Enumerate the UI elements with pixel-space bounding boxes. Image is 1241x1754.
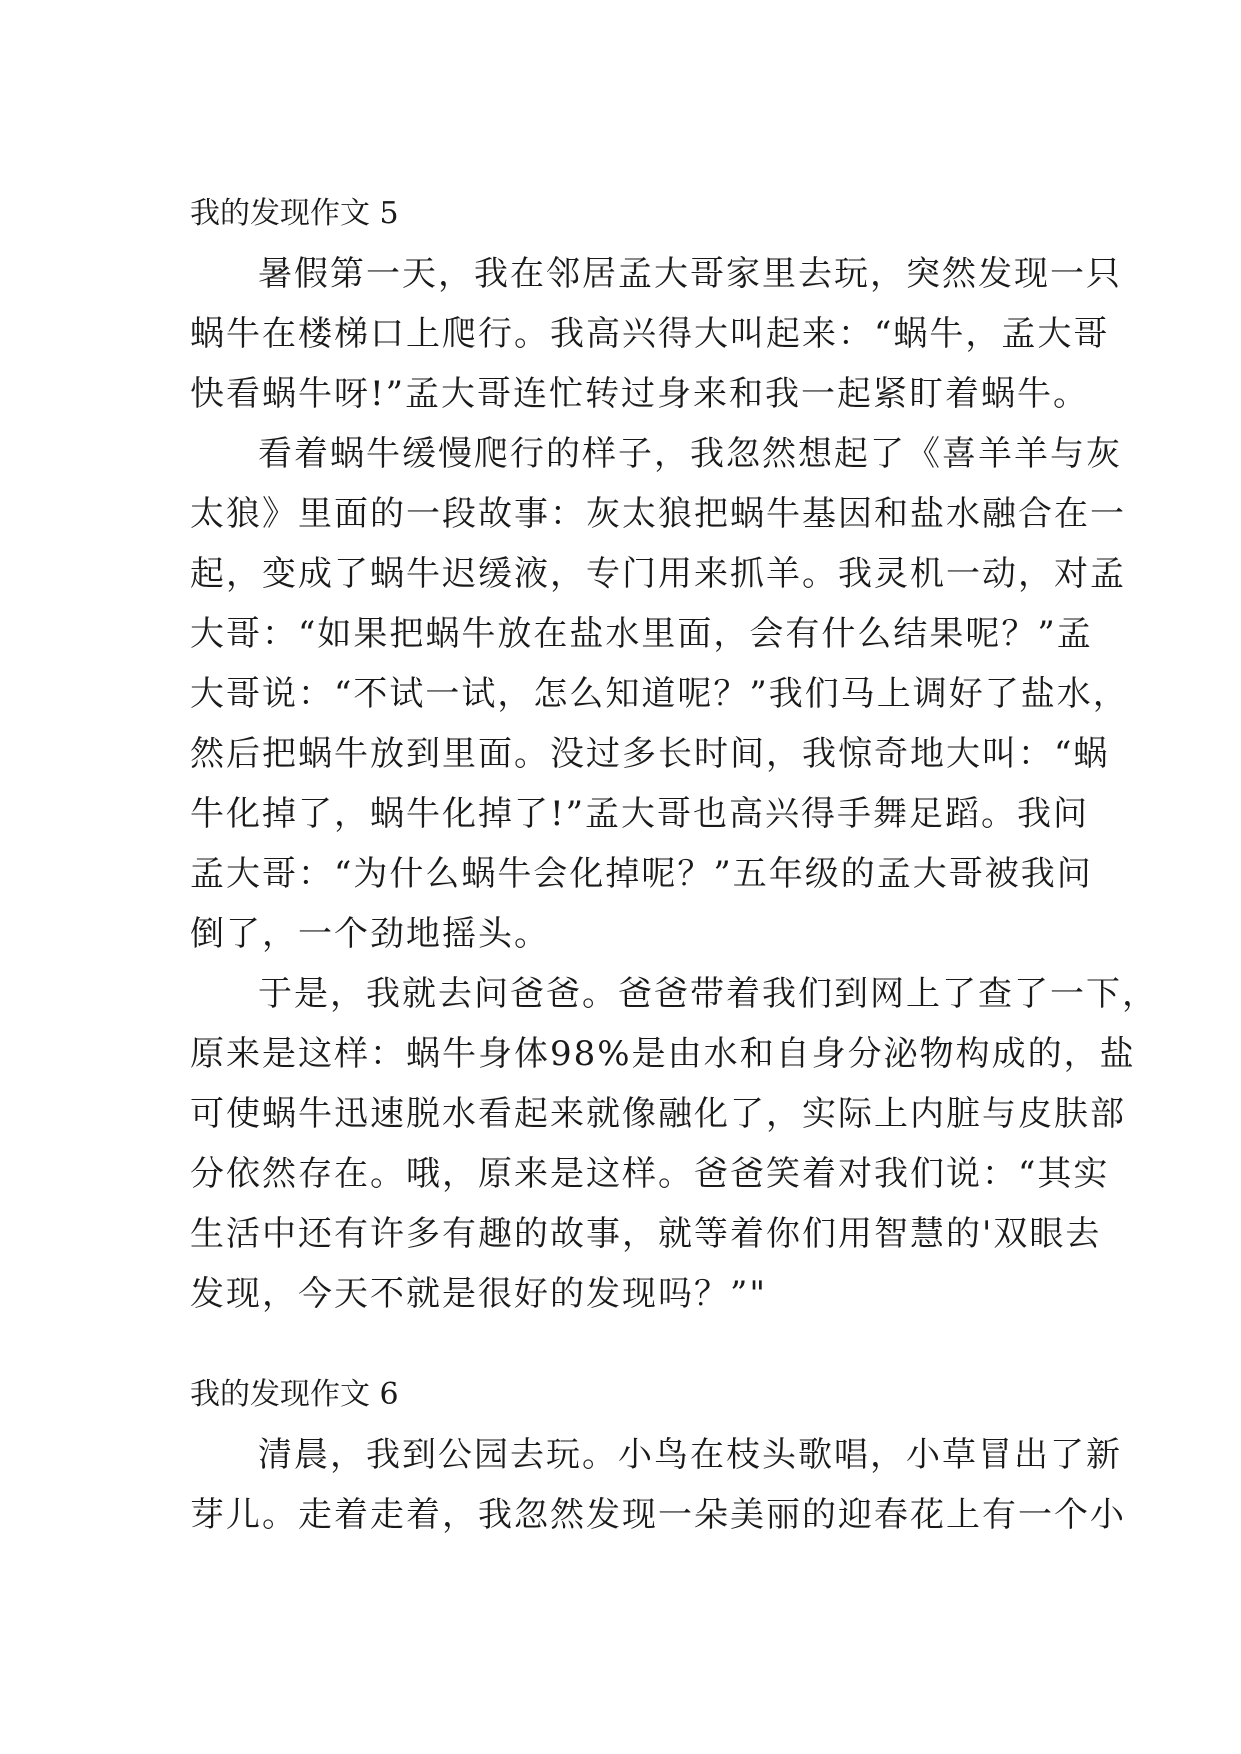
essay-5-paragraph-2	[190, 424, 1129, 964]
text-line: 太狼》里面的一段故事：灰太狼把蜗牛基因和盐水融合在一	[190, 494, 1126, 534]
essay-5-paragraph-3	[190, 964, 1158, 1324]
text-line: 可使蜗牛迅速脱水看起来就像融化了，实际上内脏与皮肤部	[190, 1094, 1126, 1134]
essay-6	[190, 1365, 1126, 1545]
text-line: 孟大哥：“为什么蜗牛会化掉呢？”五年级的孟大哥被我问	[190, 854, 1093, 894]
text-line: 于是，我就去问爸爸。爸爸带着我们到网上了查了一下，	[258, 974, 1158, 1014]
essay-6-paragraph-1	[190, 1425, 1126, 1545]
text-line: 然后把蜗牛放到里面。没过多长时间，我惊奇地大叫：“蜗	[190, 734, 1110, 774]
text-line: 发现，今天不就是很好的发现吗？”"	[190, 1274, 768, 1314]
text-line: 生活中还有许多有趣的故事，就等着你们用智慧的'双眼去	[190, 1214, 1102, 1254]
text-line: 分依然存在。哦，原来是这样。爸爸笑着对我们说：“其实	[190, 1154, 1110, 1194]
text-line: 清晨，我到公园去玩。小鸟在枝头歌唱，小草冒出了新	[258, 1435, 1122, 1475]
text-line: 起，变成了蜗牛迟缓液，专门用来抓羊。我灵机一动，对孟	[190, 554, 1126, 594]
text-line: 暑假第一天，我在邻居孟大哥家里去玩，突然发现一只	[258, 254, 1122, 294]
text-line: 蜗牛在楼梯口上爬行。我高兴得大叫起来：“蜗牛，孟大哥	[190, 314, 1110, 354]
text-line: 芽儿。走着走着，我忽然发现一朵美丽的迎春花上有一个小	[190, 1495, 1126, 1535]
essay-5-title: 我的发现作文 5	[190, 196, 399, 231]
essay-5	[190, 184, 1158, 1324]
text-line: 大哥：“如果把蜗牛放在盐水里面，会有什么结果呢？”孟	[190, 614, 1093, 654]
text-line: 牛化掉了，蜗牛化掉了!”孟大哥也高兴得手舞足蹈。我问	[190, 794, 1090, 834]
text-line: 看着蜗牛缓慢爬行的样子，我忽然想起了《喜羊羊与灰	[258, 434, 1122, 474]
essay-6-title: 我的发现作文 6	[190, 1377, 399, 1412]
text-line: 大哥说：“不试一试，怎么知道呢？”我们马上调好了盐水，	[190, 674, 1129, 714]
text-line: 快看蜗牛呀!”孟大哥连忙转过身来和我一起紧盯着蜗牛。	[190, 374, 1090, 414]
text-line: 原来是这样：蜗牛身体98%是由水和自身分泌物构成的，盐	[190, 1034, 1136, 1074]
essay-5-paragraph-1	[190, 244, 1122, 424]
text-line: 倒了，一个劲地摇头。	[190, 914, 550, 954]
